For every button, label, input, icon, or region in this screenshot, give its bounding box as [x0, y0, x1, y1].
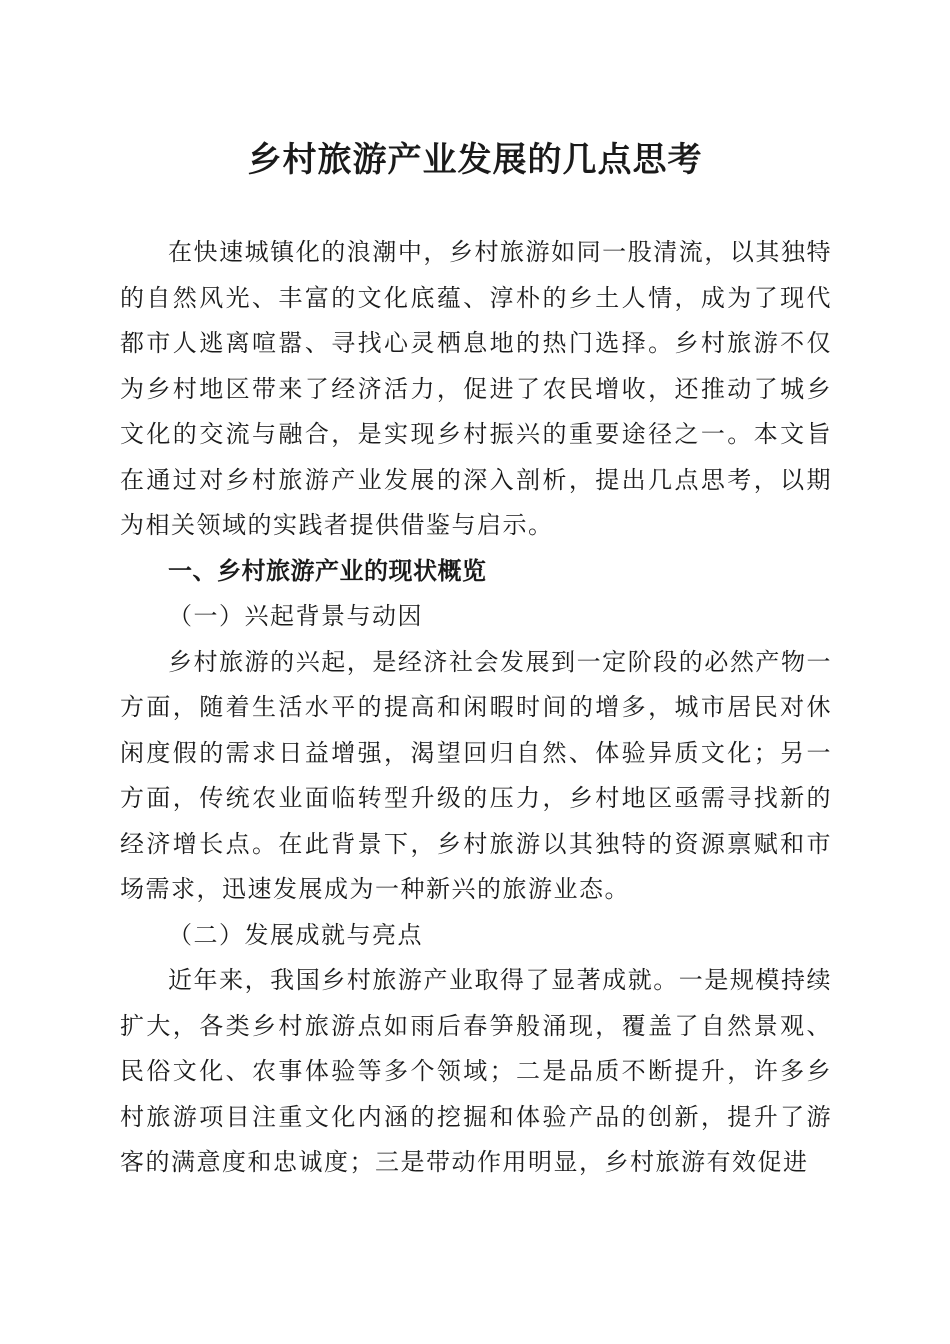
document-title: 乡村旅游产业发展的几点思考: [247, 140, 703, 180]
document-body: [120, 230, 832, 1186]
subsection-heading-2: （二）发展成就与亮点: [168, 920, 423, 949]
subsection-heading-1: （一）兴起背景与动因: [168, 602, 423, 630]
section-heading-1: 一、乡村旅游产业的现状概览: [168, 556, 487, 585]
intro-paragraph: 在快速城镇化的浪潮中，乡村旅游如同一股清流，以其独特的自然风光、丰富的文化底蕴、淳朴的乡土人情，成为了现代都市人逃离喧嚣、寻找心灵栖息地的热门选择。乡村旅游不仅为乡村地区带来了经济活力，促进了农民增收，还推动了城乡文化的交流与融合，是实现乡村振兴的重要途径之一。本文旨在通过对乡村旅游产业发展的深入剖析，提出几点思考，以期为相关领域的实践者提供借鉴与启示。: [120, 238, 832, 539]
subsection-paragraph-1: 乡村旅游的兴起，是经济社会发展到一定阶段的必然产物一方面，随着生活水平的提高和闲暇时间的增多，城市居民对休闲度假的需求日益增强，渴望回归自然、体验异质文化；另一方面，传统农业面临转型升级的压力，乡村地区亟需寻找新的经济增长点。在此背景下，乡村旅游以其独特的资源禀赋和市场需求，迅速发展成为一种新兴的旅游业态。: [120, 647, 832, 903]
subsection-paragraph-2: 近年来，我国乡村旅游产业取得了显著成就。一是规模持续扩大，各类乡村旅游点如雨后春笋般涌现，覆盖了自然景观、民俗文化、农事体验等多个领域；二是品质不断提升，许多乡村旅游项目注重文化内涵的挖掘和体验产品的创新，提升了游客的满意度和忠诚度；三是带动作用明显，乡村旅游有效促进: [120, 966, 832, 1176]
